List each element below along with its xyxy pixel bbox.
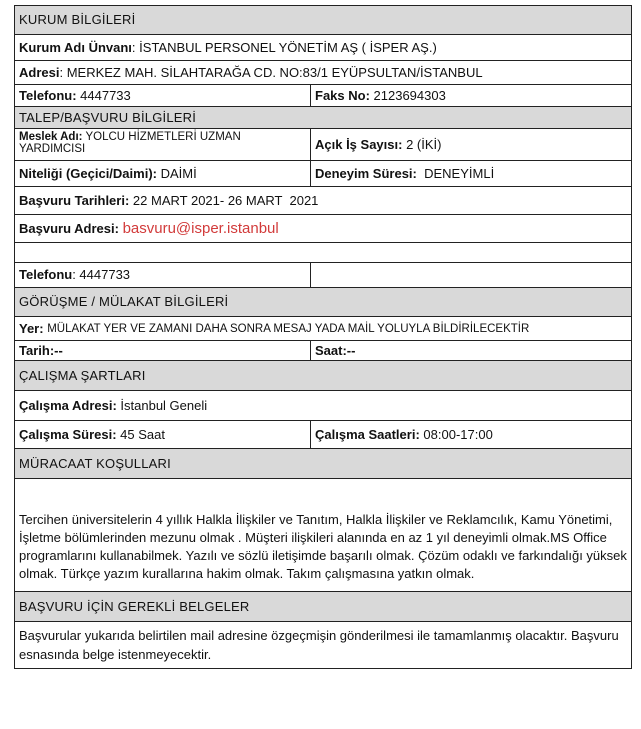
field-value: : 4447733 [72,267,131,282]
row-calisma-adresi [15,391,631,421]
section-header-kurum [15,5,631,35]
section-title: ÇALIŞMA ŞARTLARI [19,367,146,383]
field-label: Tarih:-- [19,342,63,358]
field-label: Niteliği (Geçici/Daimi): [19,165,157,181]
field-label: Deneyim Süresi: [315,165,417,181]
field-label: Başvuru Tarihleri: [19,192,130,208]
field-value: DENEYİMLİ [424,165,495,181]
field-label: Çalışma Süresi: [19,426,117,442]
field-value: İstanbul Geneli [120,397,208,413]
form-sheet [14,5,632,669]
field-value: 22 MART 2021- 26 MART 2021 [132,192,319,208]
field-value: YOLCU HİZMETLERİ UZMAN YARDIMCISI [19,131,241,155]
field-label: Saat:-- [315,342,356,358]
section-header-belgeler [15,592,631,622]
section-header-calisma [15,361,631,391]
field-value: MÜLAKAT YER VE ZAMANI DAHA SONRA MESAJ YADA MAİL YOLUYLA BİLDİRİLECEKTİR [47,322,530,335]
field-label: Çalışma Saatleri: [315,426,420,442]
field-label: Faks No: [315,87,370,103]
row-kurum-adi: Kurum Adı Ünvanı : İSTANBUL PERSONEL YÖNETİM AŞ ( İSPER AŞ.) [15,35,631,61]
row-muracaat-kosullari [15,479,631,592]
belgeler-text: Başvurular yukarıda belirtilen mail adresine özgeçmişin gönderilmesi ile tamamlanmış olacaktır. Başvuru esnasında belge istenmeyecektir. [19,628,619,662]
field-label: Telefonu [19,267,73,282]
field-value: 4447733 [80,87,131,103]
field-value: 2123694303 [373,87,446,103]
section-title: GÖRÜŞME / MÜLAKAT BİLGİLERİ [19,294,229,309]
section-title: BAŞVURU İÇİN GEREKLİ BELGELER [19,598,250,614]
row-nitelik [15,161,631,187]
field-label: Kurum Adı Ünvanı [19,39,132,55]
muracaat-text: Tercihen üniversitelerin 4 yıllık Halkla İlişkiler ve Tanıtım, Halkla İlişkiler ve Reklamcılık, Kamu Yönetimi, İşletme bölümlerinden mezunu olmak . Müşteri ilişkileri alanında en az 1 yıl deneyimli olmak.MS Office programlarını kullanabilmek. Yazılı ve sözlü iletişimde başarılı olmak. Çözüm odaklı ve farkındalığı yüksek olmak. Türkçe yazım kurallarına hakim olmak. Takım çalışmasına yatkın olmak. [19,512,627,581]
email-link[interactable]: basvuru@isper.istanbul [122,219,279,237]
field-label: Telefonu: [19,87,77,103]
row-belgeler [15,622,631,669]
section-header-talep [15,107,631,129]
field-label: Çalışma Adresi: [19,397,117,413]
field-label: Açık İş Sayısı: [315,136,403,152]
field-value: İSTANBUL PERSONEL YÖNETİM AŞ ( İSPER AŞ.) [139,39,437,55]
section-title: MÜRACAAT KOŞULLARI [19,455,171,471]
row-talep-telefon [15,263,631,288]
section-title: TALEP/BAŞVURU BİLGİLERİ [19,109,197,125]
section-title: KURUM BİLGİLERİ [19,12,136,27]
section-header-gorusme [15,288,631,317]
field-value: 45 Saat [120,426,165,442]
field-label: Yer: [19,320,44,336]
row-kurum-adres: Adresi : MERKEZ MAH. SİLAHTARAĞA CD. NO:83/1 EYÜPSULTAN/İSTANBUL [15,61,631,85]
row-mulakat-yer [15,317,631,341]
row-empty [15,243,631,263]
row-meslek [15,129,631,161]
field-label: Adresi [19,64,60,80]
field-value: 08:00-17:00 [423,426,493,442]
row-calisma-sure-saat [15,421,631,449]
row-kurum-telefon-faks [15,85,631,107]
row-basvuru-adresi [15,215,631,243]
row-basvuru-tarihleri [15,187,631,215]
section-header-muracaat [15,449,631,479]
field-value: 2 (İKİ) [406,136,442,152]
field-value: MERKEZ MAH. SİLAHTARAĞA CD. NO:83/1 EYÜPSULTAN/İSTANBUL [66,64,483,80]
field-label: Başvuru Adresi: [19,220,119,236]
field-value: DAİMİ [160,165,197,181]
row-mulakat-tarih-saat [15,341,631,361]
field-label: Meslek Adı: [19,131,83,143]
